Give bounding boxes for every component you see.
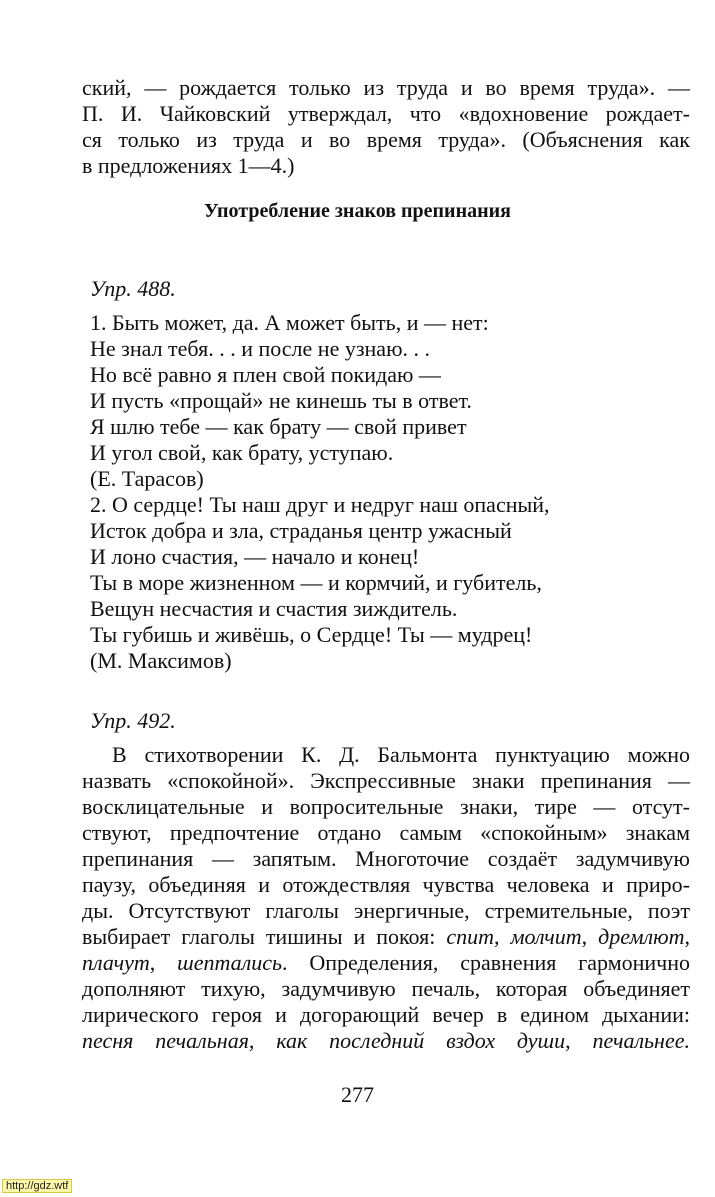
poem-line: И пусть «прощай» не кинешь ты в ответ. (90, 388, 472, 413)
poem-line: И лоно счастия, — начало и конец! (90, 544, 420, 569)
text-span: ды. Отсутствуют глаголы энергичные, стремительные, поэт (82, 898, 690, 923)
text-span: ствуют, предпочтение отдано самым «спокойным» знакам (82, 820, 690, 845)
italic-quote: плачут (82, 950, 150, 975)
italic-quote: песня печальная (82, 1028, 249, 1053)
exercise-488-label: Упр. 488. (90, 276, 176, 301)
text-line (82, 1028, 690, 1054)
poem-line: (М. Максимов) (90, 648, 232, 673)
text-line (82, 820, 690, 846)
text-span: лирического героя и догорающий вечер в едином дыхании: (82, 1002, 690, 1027)
page-number: 277 (341, 1082, 374, 1107)
text-span: , (149, 950, 178, 975)
text-span: , (565, 1028, 593, 1053)
italic-quote: печальнее. (592, 1028, 690, 1053)
italic-quote: как последний вздох души (276, 1028, 566, 1053)
text-line: ся только из труда и во время труда». (Объяснения как (82, 127, 690, 152)
text-span: выбирает глаголы тишины и покоя: (82, 924, 447, 949)
text-line (112, 742, 690, 768)
text-line (82, 846, 690, 872)
text-line (82, 950, 690, 976)
poem-line: 1. Быть может, да. А может быть, и — нет: (90, 310, 489, 335)
text-line (82, 1002, 690, 1028)
text-line: ский, — рождается только из труда и во время труда». — (82, 75, 690, 100)
watermark-link[interactable]: http://gdz.wtf (2, 1179, 72, 1193)
poem-line: (Е. Тарасов) (90, 466, 204, 491)
poem-line: 2. О сердце! Ты наш друг и недруг наш опасный, (90, 492, 550, 517)
italic-quote: спит (446, 924, 494, 949)
text-span: . Определения, сравнения гармонично (282, 950, 690, 975)
section-heading: Употребление знаков препинания (204, 200, 511, 222)
exercise-492-label: Упр. 492. (90, 708, 176, 733)
text-span: восклицательные и вопросительные знаки, тире — отсут- (82, 794, 690, 819)
text-line (82, 976, 690, 1002)
text-span: , (248, 1028, 277, 1053)
poem-line: Но всё равно я плен свой покидаю — (90, 362, 441, 387)
poem-line: Вещун несчастия и счастия зиждитель. (90, 596, 458, 621)
text-line (82, 768, 690, 794)
italic-quote: шептались (177, 950, 282, 975)
poem-line: Ты в море жизненном — и кормчий, и губитель, (90, 570, 542, 595)
italic-quote: молчит (510, 924, 582, 949)
text-span: , (684, 924, 691, 949)
text-line (82, 872, 690, 898)
text-span: В стихотворении К. Д. Бальмонта пунктуацию можно (112, 742, 690, 767)
text-line: в предложениях 1—4.) (82, 153, 295, 178)
poem-line: Исток добра и зла, страданья центр ужасный (90, 518, 512, 543)
poem-line: Не знал тебя. . . и после не узнаю. . . (90, 336, 431, 361)
text-span: дополняют тихую, задумчивую печаль, которая объединяет (82, 976, 690, 1001)
poem-line: Ты губишь и живёшь, о Сердце! Ты — мудрец! (90, 622, 533, 647)
text-line (82, 924, 690, 950)
text-span: назвать «спокойной». Экспрессивные знаки препинания — (82, 768, 690, 793)
poem-line: И угол свой, как брату, уступаю. (90, 440, 394, 465)
text-span: паузу, объединяя и отождествляя чувства человека и приро- (82, 872, 690, 897)
text-line (82, 794, 690, 820)
text-line (82, 898, 690, 924)
text-span: , (493, 924, 511, 949)
poem-line: Я шлю тебе — как брату — свой привет (90, 414, 467, 439)
text-span: , (581, 924, 599, 949)
italic-quote: дремлют (598, 924, 685, 949)
text-span: препинания — запятым. Многоточие создаёт задумчивую (82, 846, 690, 871)
text-line: П. И. Чайковский утверждал, что «вдохновение рождает- (82, 101, 690, 126)
